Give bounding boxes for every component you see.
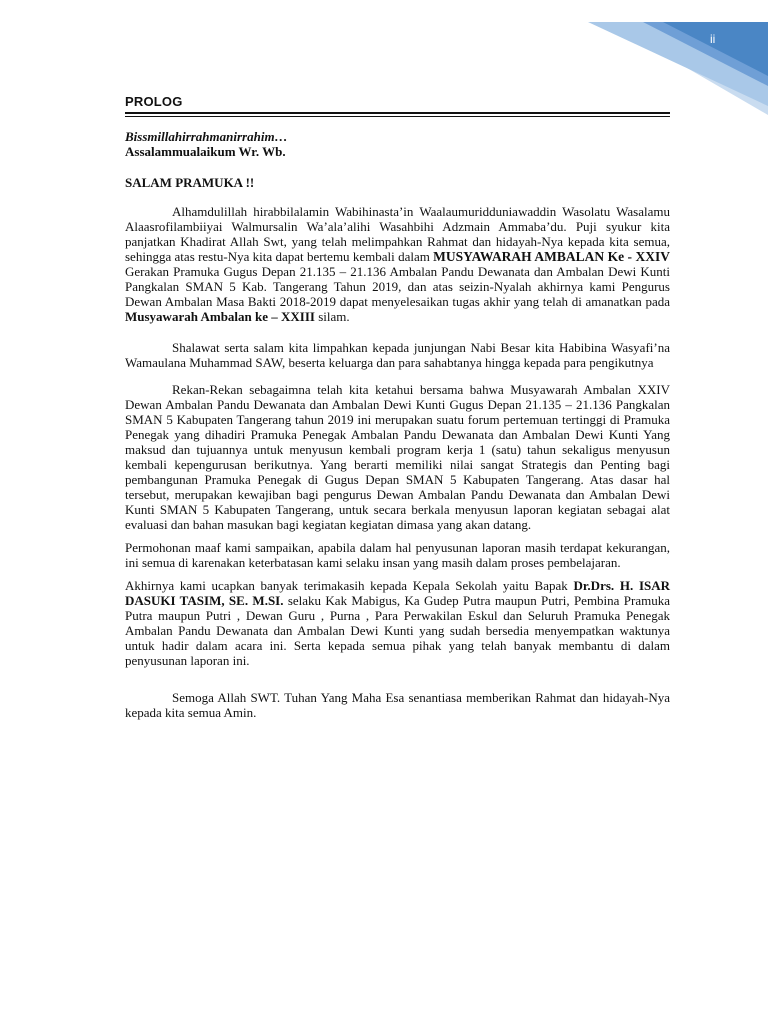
basmalah: Bissmillahirrahmanirrahim… [125,129,288,144]
paragraph-1 [125,204,670,324]
paragraph-2: Shalawat serta salam kita limpahkan kepada junjungan Nabi Besar kita Habibina Wasyafi’na Wamaulana Muhammad SAW, beserta keluarga dan para sahabtanya hingga kepada para pengikutnya [125,340,670,370]
document-body [125,94,670,720]
paragraph-3: Rekan-Rekan sebagaimna telah kita ketahui bersama bahwa Musyawarah Ambalan XXIV Dewan Ambalan Pandu Dewanata dan Ambalan Dewi Kunti Gugus Depan 21.135 – 21.136 Pangkalan SMAN 5 Kabupaten Tangerang tahun 2019 ini merupakan suatu forum pertemuan tertinggi di Pramuka Penegak yang dihadiri Pramuka Penegak Ambalan Pandu Dewanata dan Ambalan Dewi Kunti Yang maksud dan tujuannya untuk menyusun kembali program kerja 1 (satu) tahun sekaligus menyusun kembali kepengurusan berikutnya. Yang berarti memiliki nilai sangat Strategis dan Penting bagi pembangunan Pramuka Penegak di Gugus Depan SMAN 5 Kabupaten Tangerang. Atas dasar hal tersebut, merupakan kewajiban bagi pengurus Dewan Ambalan Pandu Dewanata dan Ambalan Dewi Kunti SMAN 5 Kabupaten Tangerang, untuk secara berkala menyusun laporan kegiatan sebagai alat evaluasi dan bahan masukan bagi kegiatan kegiatan dimasa yang akan datang. [125,382,670,532]
paragraph-1-text-a: Alhamdulillah hirabbilalamin Wabihinasta’in Waalaumuridduniawaddin Wasolatu Wasalamu Alaasrofilambiiyai Walmursalin Wa’ala’alihi Wasahbihi Adzmain Ammaba’du. Puji syukur kita panjatkan Khadirat Allah Swt, yang telah melimpahkan Rahmat dan hidayah-Nya kepada kita semua, sehingga atas restu-Nya kita dapat bertemu kembali dalam [125,204,670,264]
paragraph-5-text-a: Akhirnya kami ucapkan banyak terimakasih kepada Kepala Sekolah yaitu Bapak [125,578,574,593]
paragraph-5 [125,578,670,668]
paragraph-4: Permohonan maaf kami sampaikan, apabila dalam hal penyusunan laporan masih terdapat kekurangan, ini semua di karenakan keterbatasan kami selaku insan yang masih dalam proses pembelajaran. [125,540,670,570]
heading-divider [125,116,670,117]
paragraph-5-text-b: selaku Kak Mabigus, Ka Gudep Putra maupun Putri, Pembina Pramuka Putra maupun Putri , Dewan Guru , Purna , Para Perwakilan Eskul dan Seluruh Pramuka Penegak Ambalan Pandu Dewanata dan Ambalan Dewi Kunti yang sudah bersedia menyempatkan waktunya untuk hadir dalam acara ini. Serta kepada semua pihak yang telah banyak membantu di dalam penyusunan laporan ini. [125,593,670,668]
greeting: Assalammualaikum Wr. Wb. [125,144,286,159]
paragraph-1-bold-b: Musyawarah Ambalan ke – XXIII [125,309,315,324]
paragraph-5-bold-a: Dr.Drs. H. ISAR DASUKI TASIM, SE. M.SI. [125,578,671,608]
section-heading: PROLOG [125,94,670,114]
paragraph-1-text-b: Gerakan Pramuka Gugus Depan 21.135 – 21.136 Ambalan Pandu Dewanata dan Ambalan Dewi Kunti Pangkalan SMAN 5 Kab. Tangerang Tahun 2019, dan atas seizin-Nyalah akhirnya kami Pengurus Dewan Ambalan Masa Bakti 2018-2019 dapat menyelesaikan tugas akhir yang telah di amanatkan pada [125,264,670,309]
paragraph-1-text-c: silam. [314,309,350,324]
paragraph-6: Semoga Allah SWT. Tuhan Yang Maha Esa senantiasa memberikan Rahmat dan hidayah-Nya kepada kita semua Amin. [125,690,670,720]
salam-pramuka: SALAM PRAMUKA !! [125,175,255,190]
page-number: ii [710,32,716,46]
paragraph-1-bold-a: MUSYAWARAH AMBALAN Ke - XXIV [433,249,670,264]
